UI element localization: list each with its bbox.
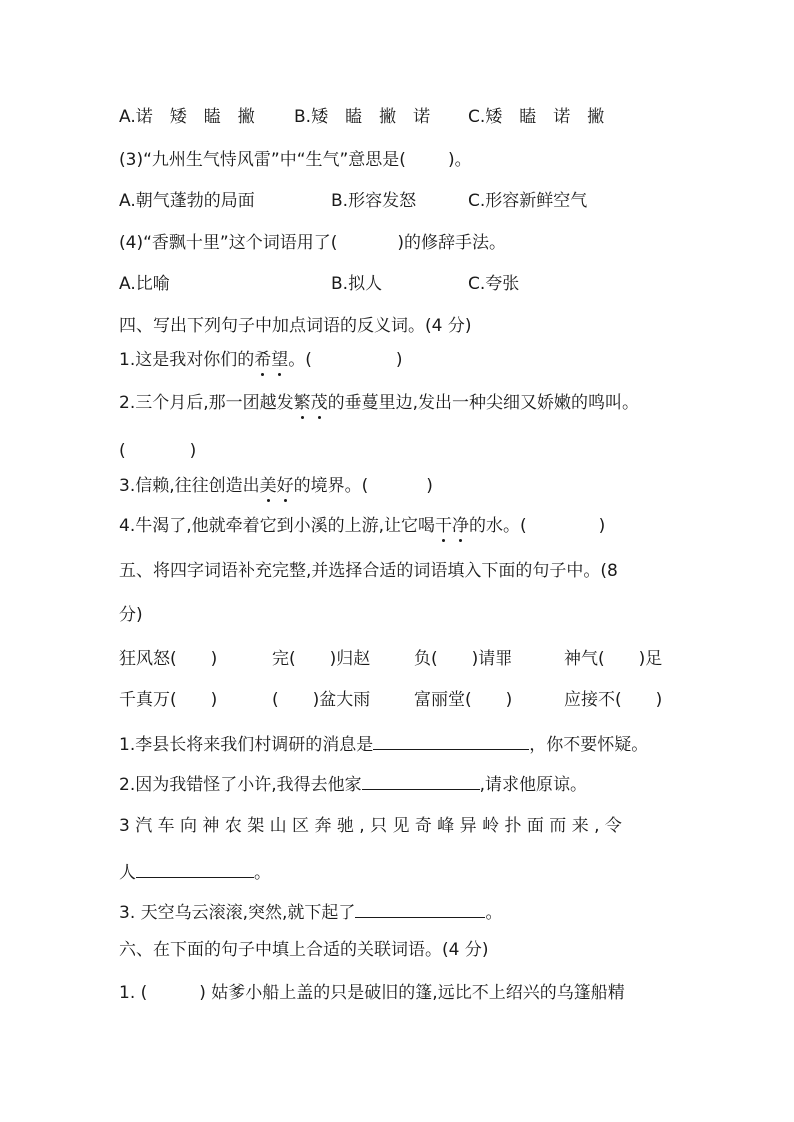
idiom-item: 富丽堂( )	[414, 690, 513, 710]
option-b-q3: B.形容发怒	[331, 191, 417, 211]
answer-blank[interactable]	[362, 771, 480, 790]
idiom-item: 负( )请罪	[414, 649, 513, 669]
idiom-item: 神气( )足	[564, 649, 663, 669]
section-5-sentence-2: 2.因为我错怪了小许,我得去他家 ,请求他原谅。	[119, 771, 587, 796]
dotted-char: 繁	[293, 393, 311, 413]
question-3-stem-pre: (3)“九州生气恃风雷”中“生气”意思是(	[119, 150, 406, 170]
option-a-q3: A.朝气蓬勃的局面	[119, 191, 255, 211]
option-c-q3: C.形容新鲜空气	[468, 191, 588, 211]
answer-blank[interactable]	[136, 859, 254, 878]
idiom-item: 千真万( )	[119, 690, 218, 710]
dotted-char: 希	[254, 350, 272, 370]
option-a-q2: A.诺 矮 瞌 撇	[119, 107, 255, 127]
section-4-sentence-2-answer: ( )	[119, 441, 197, 461]
question-4-stem-post: )的修辞手法。	[397, 233, 506, 253]
section-4-title: 四、写出下列句子中加点词语的反义词。(4 分)	[119, 316, 472, 336]
section-5-sentence-3-line-2: 人 。	[119, 859, 271, 884]
question-3-stem	[119, 149, 472, 171]
section-4-sentence-4: 4.牛渴了,他就牵着它到小溪的上游,让它喝干净的水。( )	[119, 516, 606, 536]
option-b-q2: B.矮 瞌 撇 诺	[294, 107, 431, 127]
dotted-char: 净	[452, 516, 470, 536]
question-4-stem-pre: (4)“香飘十里”这个词语用了(	[119, 233, 338, 253]
section-5-sentence-3-line-1: 3 汽 车 向 神 农 架 山 区 奔 驰 , 只 见 奇 峰 异 岭 扑 面 而 来 , 令	[119, 816, 622, 836]
idiom-item: 应接不( )	[564, 690, 663, 710]
section-6-title: 六、在下面的句子中填上合适的关联词语。(4 分)	[119, 940, 489, 960]
option-c-q2: C.矮 瞌 诺 撇	[468, 107, 605, 127]
section-4-sentence-3: 3.信赖,往往创造出美好的境界。( )	[119, 476, 433, 496]
dotted-char: 美	[259, 476, 277, 496]
dotted-char: 干	[435, 516, 453, 536]
idiom-item: 狂风怒( )	[119, 649, 218, 669]
idiom-item: 完( )归赵	[272, 649, 371, 669]
answer-blank[interactable]	[355, 899, 485, 918]
section-5-sentence-1: 1.李县长将来我们村调研的消息是 ，你不要怀疑。	[119, 731, 648, 756]
dotted-char: 望	[271, 350, 289, 370]
option-b-q4: B.拟人	[331, 274, 383, 294]
question-4-stem	[119, 232, 506, 254]
section-5-title-line-1: 五、将四字词语补充完整,并选择合适的词语填入下面的句子中。(8	[119, 561, 618, 581]
section-5-sentence-4: 3. 天空乌云滚滚,突然,就下起了 。	[119, 899, 502, 924]
option-a-q4: A.比喻	[119, 274, 170, 294]
dotted-char: 茂	[310, 393, 328, 413]
answer-blank[interactable]	[373, 731, 529, 750]
dotted-char: 好	[276, 476, 294, 496]
section-4-sentence-1: 1.这是我对你们的希望。( )	[119, 350, 403, 370]
section-5-title-line-2: 分)	[119, 605, 143, 625]
question-3-stem-post: )。	[447, 150, 472, 170]
idiom-item: ( )盆大雨	[272, 690, 371, 710]
section-4-sentence-2: 2.三个月后,那一团越发繁茂的垂蔓里边,发出一种尖细又娇嫩的鸣叫。	[119, 393, 640, 413]
section-6-sentence-1: 1. ( ) 姑爹小船上盖的只是破旧的篷,远比不上绍兴的乌篷船精	[119, 983, 625, 1003]
option-c-q4: C.夸张	[468, 274, 520, 294]
